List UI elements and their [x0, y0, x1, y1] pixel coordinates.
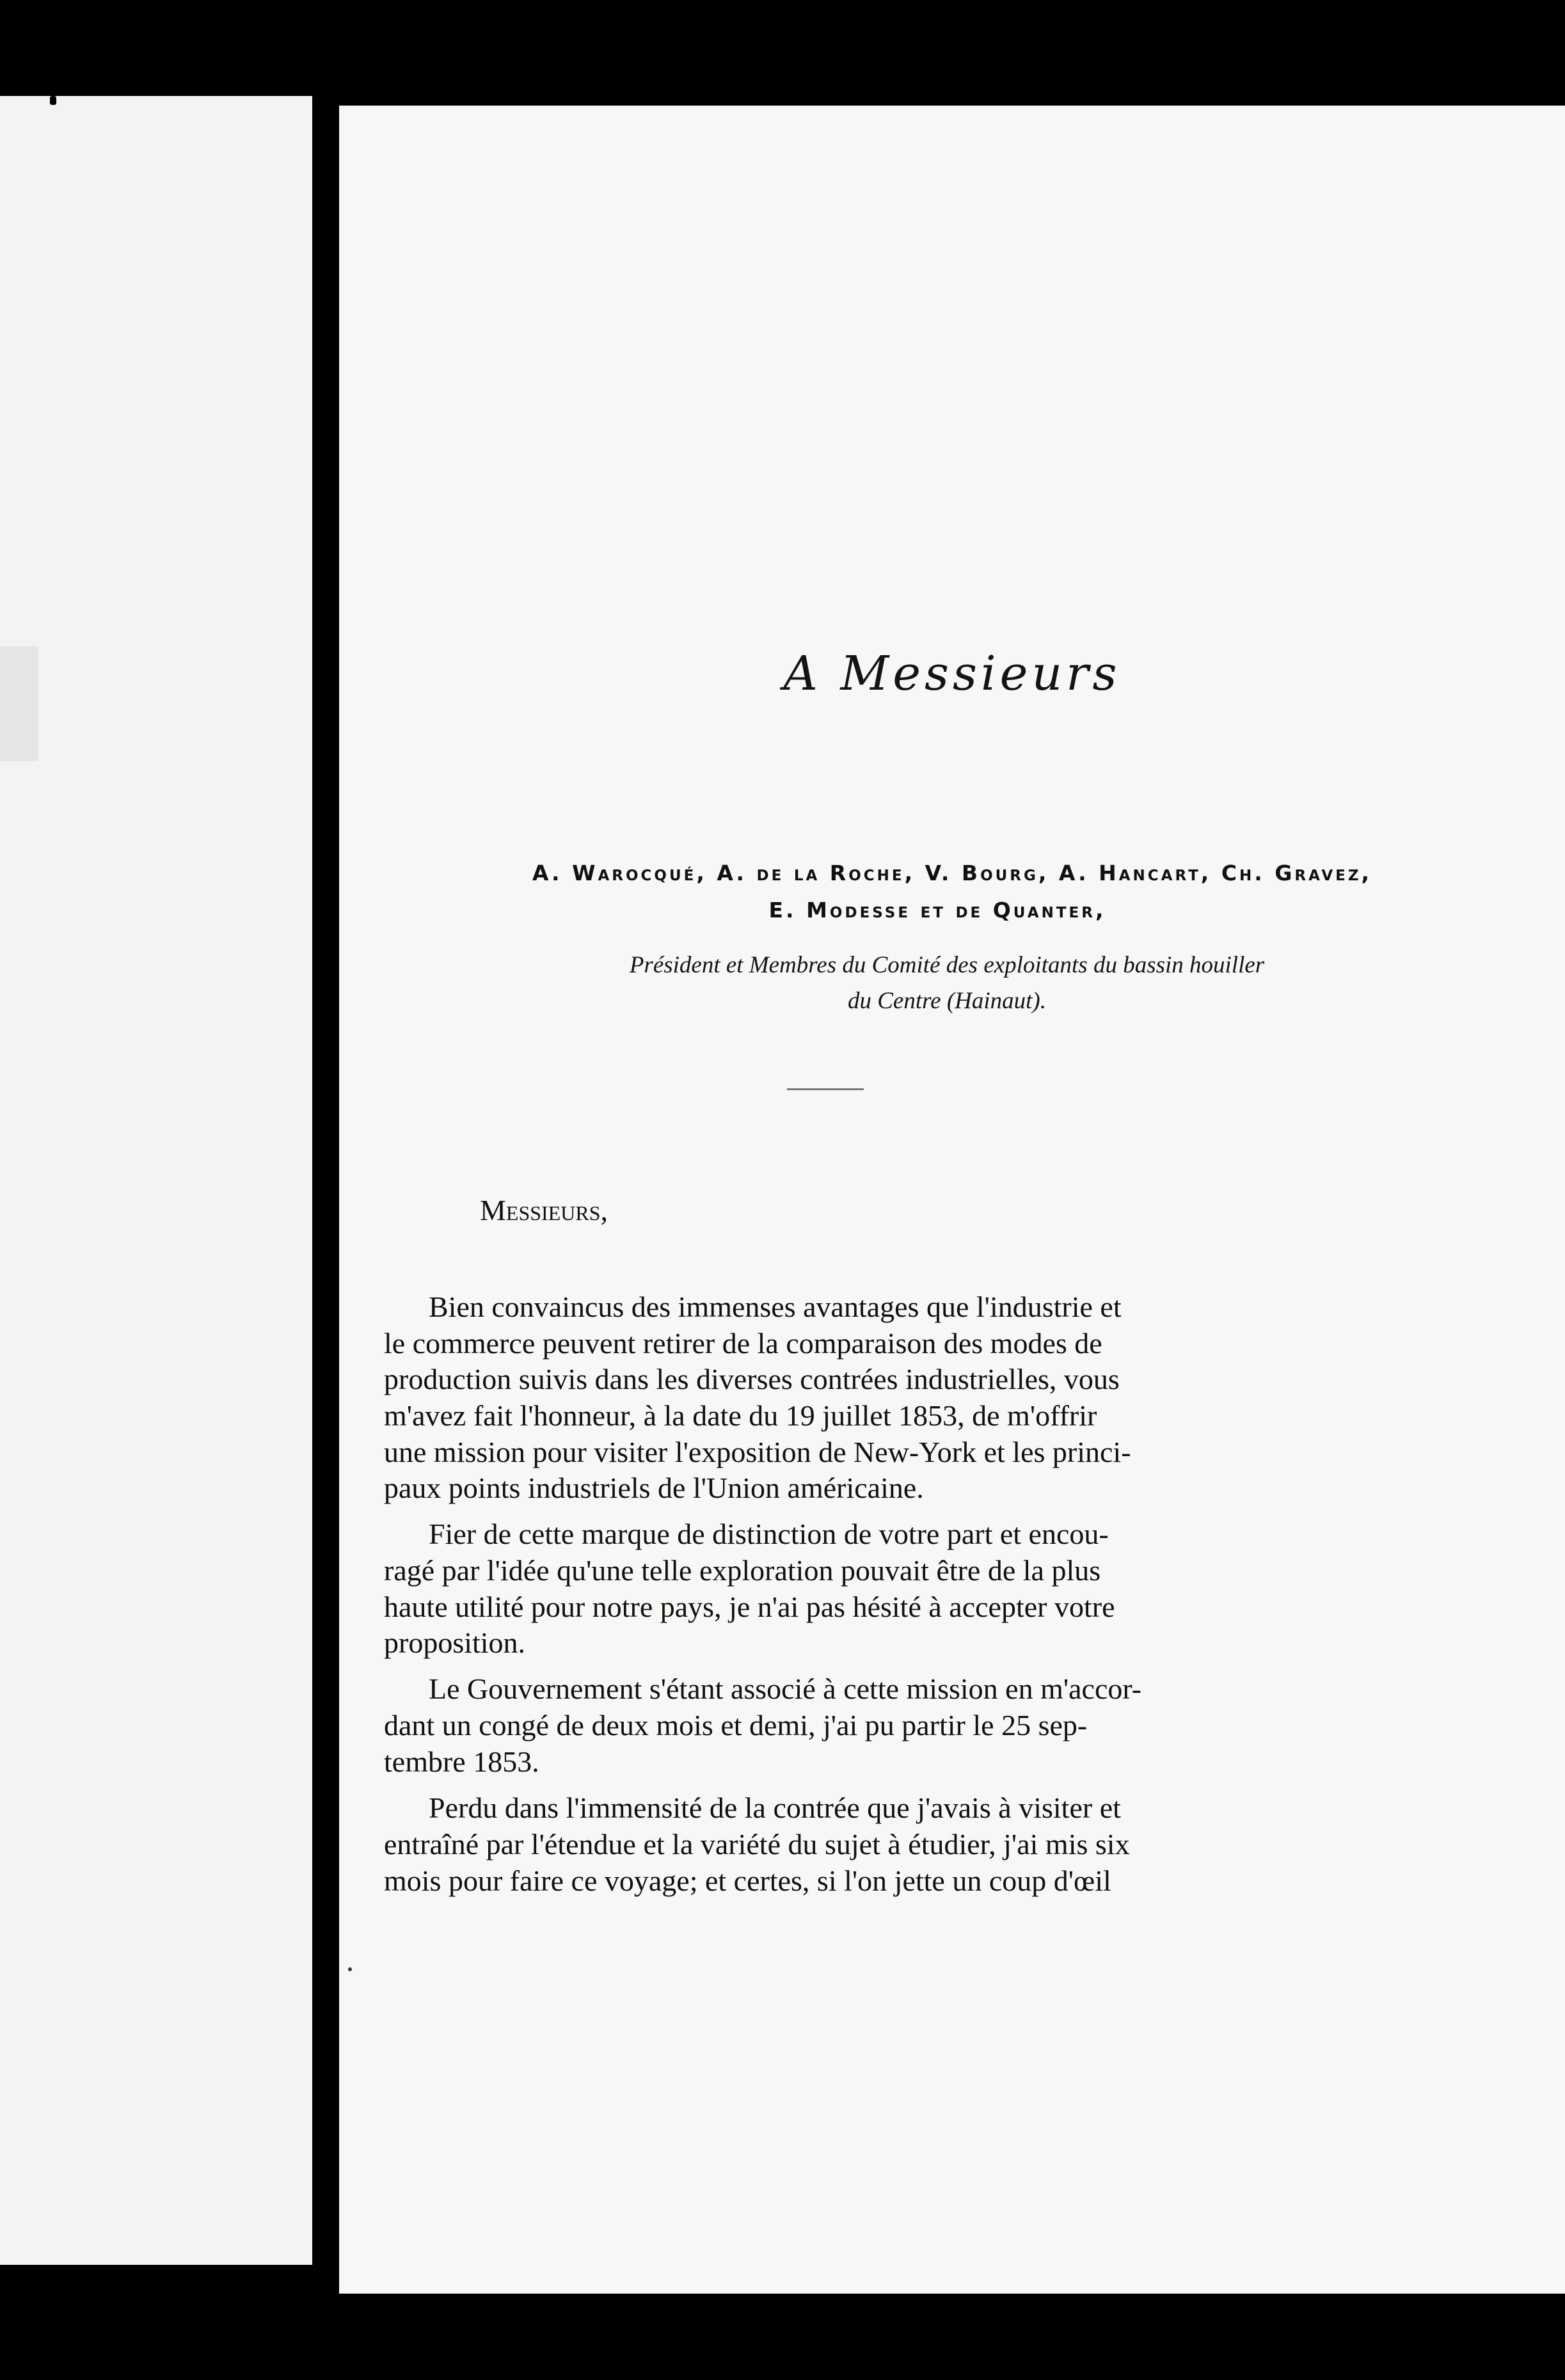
separator-rule: [787, 1088, 864, 1090]
dedication-title: A Messieurs: [783, 646, 1121, 701]
body-line: m'avez fait l'honneur, à la date du 19 juillet 1853, de m'offrir: [384, 1399, 1097, 1432]
body-line: une mission pour visiter l'exposition de New-York et les princi-: [384, 1436, 1131, 1468]
addressee-line-2: E. Modesse et de Quanter,: [768, 898, 1106, 923]
body-line: Perdu dans l'immensité de la contrée que j'avais à visiter et: [429, 1791, 1121, 1824]
body-line: paux points industriels de l'Union américaine.: [384, 1472, 924, 1504]
body-line: tembre 1853.: [384, 1745, 539, 1778]
body-line: Le Gouvernement s'étant associé à cette mission en m'accor-: [429, 1672, 1142, 1705]
body-line: dant un congé de deux mois et demi, j'ai pu partir le 25 sep-: [384, 1709, 1088, 1741]
left-page-shadow: [0, 646, 38, 761]
body-line: Bien convaincus des immenses avantages que l'industrie et: [429, 1290, 1122, 1323]
right-page: [339, 106, 1565, 2294]
body-line: Fier de cette marque de distinction de votre part et encou-: [429, 1518, 1109, 1550]
ink-mark: [50, 96, 56, 105]
left-page: [0, 96, 312, 2265]
salutation: Messieurs,: [480, 1194, 608, 1226]
body-line: mois pour faire ce voyage; et certes, si l'on jette un coup d'œil: [384, 1864, 1111, 1897]
subtitle-line-1: Président et Membres du Comité des exploitants du bassin houiller: [629, 952, 1265, 978]
body-line: ragé par l'idée qu'une telle exploration pouvait être de la plus: [384, 1554, 1101, 1587]
body-line: entraîné par l'étendue et la variété du sujet à étudier, j'ai mis six: [384, 1828, 1130, 1860]
body-line: proposition.: [384, 1626, 526, 1659]
ink-speck: [348, 1967, 352, 1971]
subtitle-line-2: du Centre (Hainaut).: [847, 988, 1046, 1014]
addressee-line-1: A. Warocqué, A. de la Roche, V. Bourg, A. Hancart, Ch. Gravez,: [532, 861, 1372, 885]
body-line: le commerce peuvent retirer de la comparaison des modes de: [384, 1327, 1102, 1360]
body-line: haute utilité pour notre pays, je n'ai pas hésité à accepter votre: [384, 1591, 1115, 1623]
body-line: production suivis dans les diverses contrées industrielles, vous: [384, 1363, 1120, 1395]
